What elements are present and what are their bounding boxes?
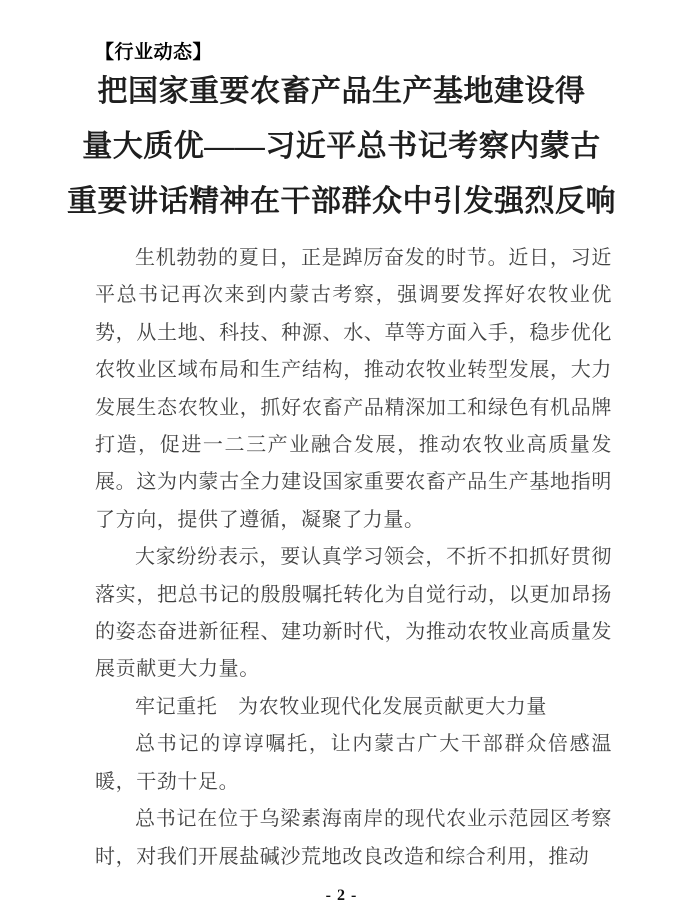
title-line-3: 重要讲话精神在干部群众中引发强烈反响 bbox=[67, 185, 616, 218]
article-title bbox=[30, 64, 653, 229]
category-label: 【行业动态】 bbox=[95, 42, 213, 63]
paragraph-4: 总书记在位于乌梁素海南岸的现代农业示范园区考察时，对我们开展盐碱沙荒地改良改造和综合利用，推动 bbox=[95, 808, 612, 868]
paragraph-1: 生机勃勃的夏日，正是踔厉奋发的时节。近日，习近平总书记再次来到内蒙古考察，强调要发挥好农牧业优势，从土地、科技、种源、水、草等方面入手，稳步优化农牧业区域布局和生产结构，推动农牧业转型发展，大力发展生态农牧业，抓好农畜产品精深加工和绿色有机品牌打造，促进一二三产业融合发展，推动农牧业高质量发展。这为内蒙古全力建设国家重要农畜产品生产基地指明了方向，提供了遵循，凝聚了力量。 bbox=[95, 247, 612, 531]
paragraph-3: 总书记的谆谆嘱托，让内蒙古广大干部群众倍感温暖，干劲十足。 bbox=[95, 733, 612, 793]
article-body bbox=[95, 240, 612, 876]
page-number: - 2 - bbox=[325, 887, 358, 904]
title-line-2: 量大质优——习近平总书记考察内蒙古 bbox=[82, 130, 601, 163]
section-subheading: 牢记重托 为农牧业现代化发展贡献更大力量 bbox=[135, 695, 547, 718]
title-line-1: 把国家重要农畜产品生产基地建设得 bbox=[97, 75, 586, 108]
paragraph-2: 大家纷纷表示，要认真学习领会，不折不扣抓好贯彻落实，把总书记的殷殷嘱托转化为自觉行动，以更加昂扬的姿态奋进新征程、建功新时代，为推动农牧业高质量发展贡献更大力量。 bbox=[95, 546, 612, 681]
